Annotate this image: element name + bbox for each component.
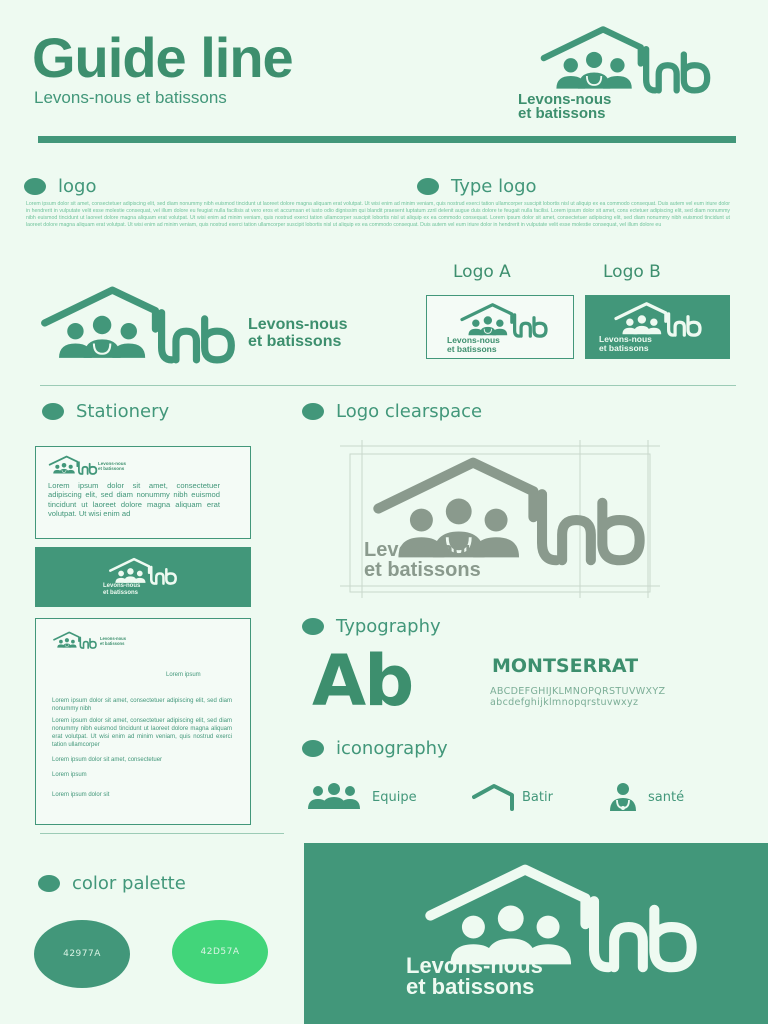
brand-line1: Levons-nous — [364, 539, 489, 561]
brand-line1: Levons-nous — [98, 461, 127, 466]
swatch-primary: 42977A — [34, 920, 130, 988]
icon-team-label: Equipe — [372, 789, 417, 805]
page-subtitle: Levons-nous et batissons — [34, 88, 227, 107]
section-stationery — [42, 401, 169, 422]
page-title: Guide line — [32, 26, 293, 89]
section-palette — [38, 873, 186, 894]
icon-build — [472, 783, 553, 811]
logo-b-label: Logo B — [603, 262, 661, 282]
icon-build-label: Batir — [522, 789, 553, 805]
section-clearspace-label: Logo clearspace — [336, 401, 483, 422]
doctor-icon — [608, 782, 638, 812]
brand-line2: et batissons — [364, 559, 481, 581]
icon-health — [608, 782, 684, 812]
letter-heading: Lorem ipsum — [166, 672, 201, 678]
house-logo-icon — [518, 24, 733, 94]
house-logo-icon — [599, 301, 717, 337]
alphabet-upper: ABCDEFGHIJKLMNOPQRSTUVWXYZ — [490, 686, 666, 697]
letter-paragraph: Lorem ipsum dolor sit — [52, 792, 110, 798]
business-card-front — [35, 446, 251, 539]
bullet-icon — [42, 403, 64, 420]
card-text: Lorem ipsum dolor sit amet, consectetuer adipiscing elit, sed diam nonummy nibh euismod tincidunt ut laoreet dolore magna aliquam erat volutpat. Ut wisi enim ad — [48, 481, 220, 518]
brand-line2: et batissons — [103, 589, 139, 596]
section-type-logo-label: Type logo — [451, 176, 537, 197]
brand-line1: Levons-nous — [599, 334, 652, 344]
bullet-icon — [24, 178, 46, 195]
brand-line2: et batissons — [447, 344, 497, 354]
brand-line1: Levons-nous — [103, 583, 141, 589]
brand-line2: et batissons — [248, 333, 342, 350]
section-iconography — [302, 738, 448, 759]
letter-paragraph: Lorem ipsum dolor sit amet, consectetuer — [52, 757, 163, 763]
letterhead — [35, 618, 251, 825]
business-card-back — [35, 547, 251, 607]
logo-a-box — [426, 295, 574, 359]
brand-panel — [304, 843, 768, 1024]
section-palette-label: color palette — [72, 873, 186, 894]
brand-line1: Levons-nous — [447, 335, 500, 345]
bullet-icon — [302, 618, 324, 635]
section-logo-label: logo — [58, 176, 97, 197]
clearspace-diagram — [340, 440, 670, 600]
bullet-icon — [302, 740, 324, 757]
letter-paragraph: Lorem ipsum dolor sit amet, consectetuer adipiscing elit, sed diam nonummy nibh euismod tincidunt ut laoreet dolore magna aliquam erat volutpat. Ut wisi enim ad minim veniam, quis nostrud exerci tation ullamcorper — [52, 718, 232, 748]
brand-line1: Levons-nous — [518, 91, 612, 108]
house-logo-icon — [50, 631, 100, 649]
brand-line1: Levons-nous — [100, 636, 127, 641]
section-typography — [302, 616, 441, 637]
bullet-icon — [38, 875, 60, 892]
section-stationery-label: Stationery — [76, 401, 170, 422]
brand-line2: et batissons — [98, 466, 125, 471]
primary-logo — [32, 284, 402, 364]
bullet-icon — [417, 178, 439, 195]
swatch-secondary: 42D57A — [172, 920, 268, 984]
section-divider — [40, 385, 736, 386]
logo-b-box — [585, 295, 730, 359]
header-divider — [38, 136, 736, 143]
typeface-name: MONTSERRAT — [492, 655, 639, 677]
icon-health-label: santé — [648, 789, 685, 805]
section-typography-label: Typography — [336, 616, 441, 637]
alphabet-lower: abcdefghijklmnopqrstuvwxyz — [490, 697, 639, 708]
section-iconography-label: iconography — [336, 738, 448, 759]
team-icon — [306, 783, 362, 811]
letter-paragraph: Lorem ipsum dolor sit amet, consectetuer adipiscing elit, sed diam nonummy nibh — [52, 698, 232, 712]
house-logo-icon — [103, 557, 183, 585]
letter-paragraph: Lorem ipsum — [52, 772, 87, 778]
house-logo-icon — [32, 284, 244, 364]
roof-icon — [472, 783, 516, 811]
logo-description: Lorem ipsum dolor sit amet, consectetuer adipiscing elit, sed diam nonummy nibh euismod tincidunt ut laoreet dolore magna aliquam erat volutpat. Ut wisi enim ad minim veniam, quis nostrud exerci tation ullamcorper suscipit lobortis nisl ut aliquip ex ea commodo consequat. Duis autem vel eum iriure dolor in hendrerit in vulputate velit esse molestie consequat, vel illum dolore eu feugiat nulla facilisis at vero eros et accumsan et iusto odio dignissim qui blandit praesent luptatum zzril delenit augue duis dolore te feugait nulla facilisi. Lorem ipsum dolor sit amet, cons ectetuer adipiscing elit, sed diam nonummy nibh euismod tincidunt ut laoreet dolore magna aliquam erat volutpat. Ut wisi enim ad minim veniam, quis nostrud exerci tation ullamcorper suscipit lobortis nisl ut aliquip ex ea commodo consequat. Lorem ipsum dolor sit amet, consectetuer adipiscing elit, sed diam nonummy nibh euismod tincidunt ut laoreet dolore magna aliquam erat volutpat. Ut wisi enim ad minim veniam, quis nostrud exerci tation ullamcorper suscipit lobortis nisl ut aliquip ex ea commodo consequat. Duis autem vel eum iriure dolor in hendrerit in vulputate velit esse molestie consequat, vel illum dolore eu — [26, 201, 730, 229]
brand-line1: Levons-nous — [406, 953, 543, 978]
house-logo-icon — [445, 302, 563, 338]
section-logo — [24, 176, 96, 197]
house-logo-icon — [46, 455, 100, 475]
section-clearspace — [302, 401, 482, 422]
typeface-sample: Ab — [312, 640, 413, 722]
header-logo — [518, 24, 733, 120]
section-type-logo — [417, 176, 537, 197]
bullet-icon — [302, 403, 324, 420]
brand-line2: et batissons — [100, 640, 125, 646]
brand-line2: et batissons — [599, 343, 649, 353]
brand-line2: et batissons — [406, 974, 535, 999]
logo-a-label: Logo A — [453, 262, 511, 282]
brand-line1: Levons-nous — [248, 316, 348, 333]
section-divider — [40, 833, 284, 834]
brand-line2: et batissons — [518, 105, 606, 122]
icon-team — [306, 783, 417, 811]
